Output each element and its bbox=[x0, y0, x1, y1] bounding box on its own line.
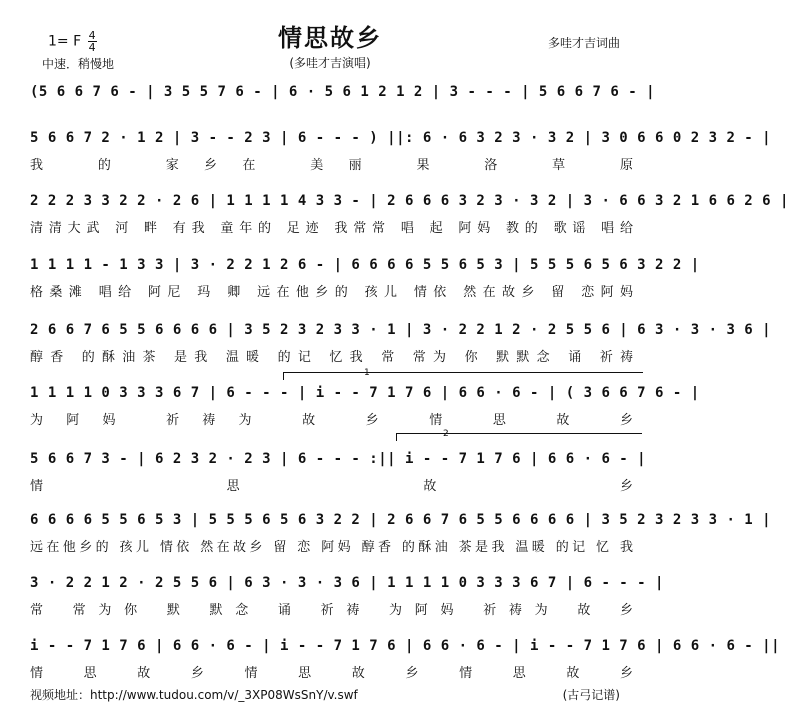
score-lyrics-row: 我 的 家乡在 美丽 果 洛 草 原 bbox=[30, 158, 634, 173]
time-sig-bottom: 4 bbox=[88, 41, 96, 54]
score-notes-row: 1 1 1 1 0 3 3 3 6 7 | 6 - - - | i - - 7 1 7 6 | 6 6 · 6 - | ( 3 6 6 7 6 - | bbox=[30, 385, 700, 401]
score-notes-row: 2 6 6 7 6 5 5 6 6 6 6 | 3 5 2 3 2 3 3 · 1 | 3 · 2 2 1 2 · 2 5 5 6 | 6 3 · 3 · 3 6 | bbox=[30, 322, 772, 338]
score-lyrics-row: 清清大武 河 畔 有我 童年的 足迹 我常常 唱 起 阿妈 教的 歌谣 唱给 bbox=[30, 221, 634, 236]
score-notes-row: 3 · 2 2 1 2 · 2 5 5 6 | 6 3 · 3 · 3 6 | 1 1 1 1 0 3 3 3 6 7 | 6 - - - | bbox=[30, 575, 664, 591]
score-notes-row: 5 6 6 7 3 - | 6 2 3 2 · 2 3 | 6 - - - :|| i - - 7 1 7 6 | 6 6 · 6 - | bbox=[30, 451, 647, 467]
composer-credit: 多哇才吉词曲 bbox=[547, 36, 620, 50]
score-notes-row: (5 6 6 7 6 - | 3 5 5 7 6 - | 6 · 5 6 1 2 1 2 | 3 - - - | 5 6 6 7 6 - | bbox=[30, 84, 656, 100]
score-lyrics-row: 格桑滩 唱给 阿尼 玛 卿 远在他乡的 孩儿 情依 然在故乡 留 恋阿妈 bbox=[30, 285, 634, 300]
volta-1-bracket bbox=[283, 372, 643, 373]
key-label: 1= F bbox=[48, 33, 82, 50]
score-lyrics-row: 远在他乡的 孩儿 情依 然在故乡 留 恋 阿妈 醇香 的酥油 茶是我 温暖 的记 忆 我 bbox=[30, 540, 634, 555]
score-notes-row: 6 6 6 6 5 5 6 5 3 | 5 5 5 6 5 6 3 2 2 | 2 6 6 7 6 5 5 6 6 6 6 | 3 5 2 3 2 3 3 · 1 | bbox=[30, 512, 772, 528]
score-notes-row: 1 1 1 1 - 1 3 3 | 3 · 2 2 1 2 6 - | 6 6 6 6 5 5 6 5 3 | 5 5 5 6 5 6 3 2 2 | bbox=[30, 257, 700, 273]
volta-2-label: 2 bbox=[443, 429, 449, 439]
score-lyrics-row: 醇香 的酥油茶 是我 温暖 的记 忆我 常 常为 你 默默念 诵 祈祷 bbox=[30, 350, 634, 365]
video-url[interactable]: 视频地址：http://www.tudou.com/v/_3XP08WsSnY/v.swf bbox=[30, 688, 358, 702]
volta-1-label: 1 bbox=[364, 368, 370, 378]
score-lyrics-row: 情 思 故 乡 情 思 故 乡 情 思 故 乡 bbox=[30, 666, 634, 681]
tempo-marking: 中速．稍慢地 bbox=[42, 57, 115, 71]
score-notes-row: i - - 7 1 7 6 | 6 6 · 6 - | i - - 7 1 7 6 | 6 6 · 6 - | i - - 7 1 7 6 | 6 6 · 6 - || bbox=[30, 638, 781, 654]
score-notes-row: 5 6 6 7 2 · 1 2 | 3 - - 2 3 | 6 - - - ) ||: 6 · 6 3 2 3 · 3 2 | 3 0 6 6 0 2 3 2 - | bbox=[30, 130, 772, 146]
time-sig-top: 4 bbox=[88, 29, 96, 42]
song-title: 情思故乡 bbox=[278, 24, 382, 52]
score-notes-row: 2 2 2 3 3 2 2 · 2 6 | 1 1 1 1 4 3 3 - | 2 6 6 6 3 2 3 · 3 2 | 3 · 6 6 3 2 1 6 6 2 6 | bbox=[30, 193, 789, 209]
score-lyrics-row: 为阿妈 祈祷为 故 乡 情 思 故 乡 bbox=[30, 413, 634, 428]
transcriber-credit: (古弓记谱) bbox=[562, 688, 620, 702]
score-lyrics-row: 常 常为你 默 默念 诵 祈祷 为阿妈 祈祷为 故 乡 bbox=[30, 603, 634, 618]
volta-2-bracket bbox=[396, 433, 642, 434]
performer-subtitle: (多哇才吉演唱) bbox=[289, 56, 371, 70]
score-lyrics-row: 情 思 故 乡 bbox=[30, 479, 634, 494]
